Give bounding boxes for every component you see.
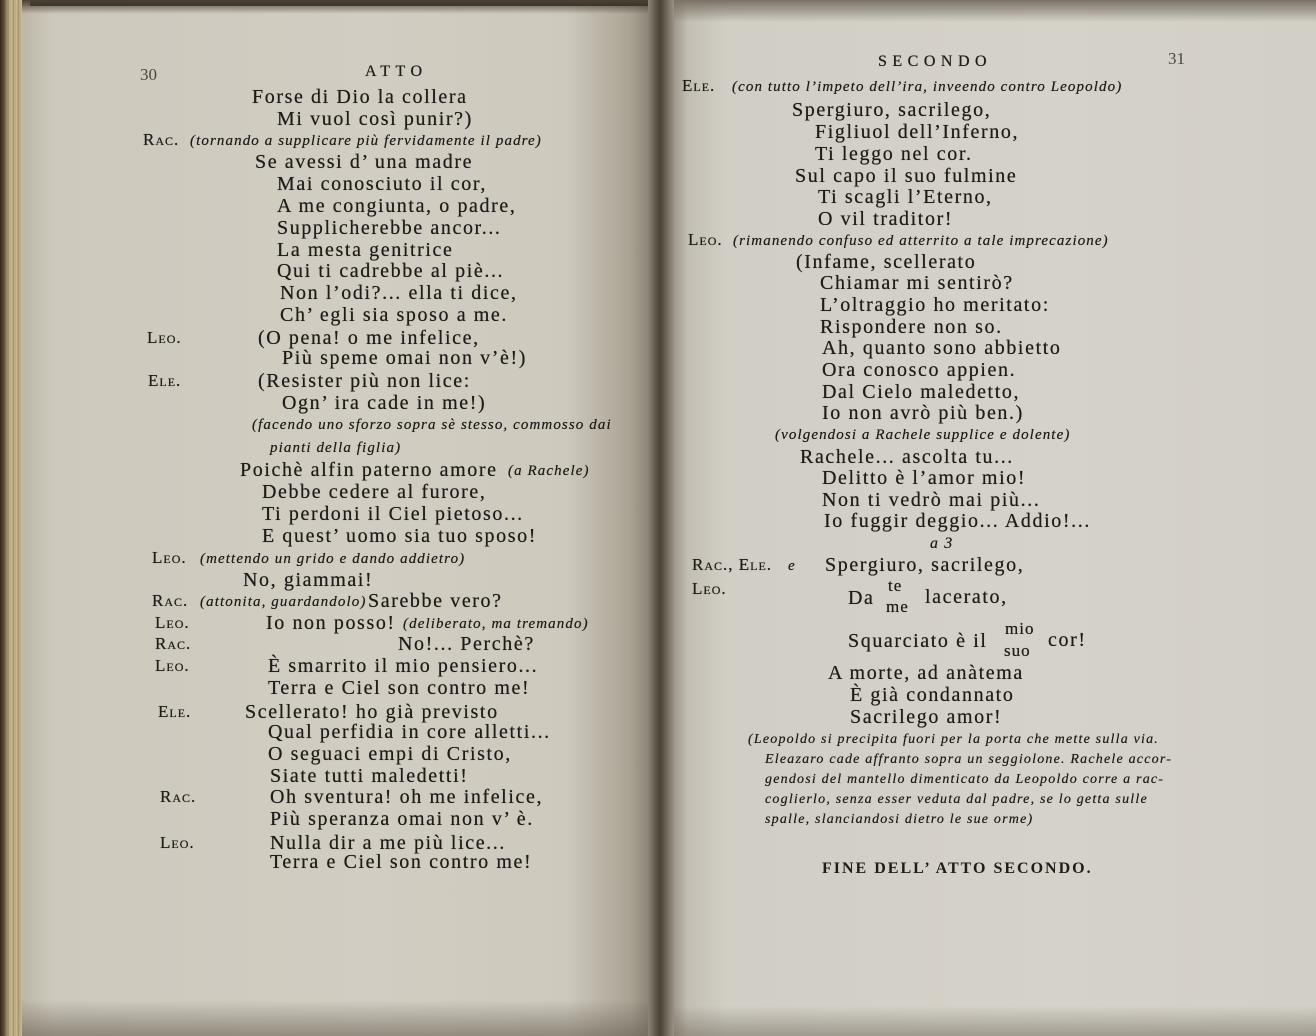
left-page-bottom-shadow — [22, 1000, 662, 1036]
stage-direction-line: gendosi del mantello dimenticato da Leopoldo corre a rac- — [765, 772, 1165, 787]
verse-text: Sul capo il suo fulmine — [795, 165, 1018, 187]
verse-line — [0, 553, 1316, 577]
verse-text: Nulla dir a me più lice... — [270, 832, 506, 854]
verse-line — [0, 683, 1316, 707]
verse-line — [0, 531, 1316, 555]
verse-text: È smarrito il mio pensiero... — [268, 655, 539, 677]
verse-text: Rispondere non so. — [820, 316, 1003, 338]
verse-text: Non l’odi?... ella ti dice, — [280, 282, 518, 304]
verse-text: Io fuggir deggio... Addio!... — [824, 510, 1091, 532]
verse-text: No, giammai! — [243, 569, 374, 591]
verse-text: lacerato, — [925, 586, 1008, 608]
speaker-label: Ele. — [682, 76, 716, 95]
speaker-label: Rac., Ele. — [692, 555, 773, 574]
verse-text: Io non posso! — [266, 612, 396, 634]
verse-text: O seguaci empi di Cristo, — [268, 743, 512, 765]
speaker-connector: e — [788, 558, 796, 574]
speaker-label: Leo. — [155, 656, 190, 675]
verse-text: Ah, quanto sono abbietto — [822, 337, 1062, 359]
speaker-label: Leo. — [155, 613, 190, 632]
verse-line — [0, 142, 1316, 166]
verse-text: Chiamar mi sentirò? — [820, 272, 1014, 294]
speaker-label: Leo. — [692, 579, 727, 598]
stage-direction: (facendo uno sforzo sopra sè stesso, commosso dai — [252, 417, 612, 433]
verse-text: Io non avrò più ben.) — [822, 402, 1024, 424]
stage-direction-line: coglierlo, senza esser veduta dal padre, se lo getta sulle — [765, 792, 1148, 807]
verse-text: Squarciato è il — [848, 630, 988, 652]
stage-direction: (attonita, guardandolo) — [200, 594, 367, 610]
stage-direction: (deliberato, ma tremando) — [403, 616, 589, 632]
verse-line — [0, 120, 1316, 144]
speaker-label: Rac. — [160, 787, 197, 806]
speaker-label: Rac. — [143, 130, 180, 149]
stage-direction: (tornando a supplicare più fervidamente il padre) — [190, 133, 542, 149]
right-page-top-shadow — [668, 0, 1316, 22]
right-page-bottom-shadow — [668, 1006, 1316, 1036]
stage-direction: (rimanendo confuso ed atterrito a tale imprecazione) — [733, 233, 1109, 249]
verse-text: La mesta genitrice — [277, 239, 454, 261]
speaker-label: Rac. — [155, 634, 192, 653]
verse-text: Sarebbe vero? — [368, 590, 503, 612]
verse-line — [0, 661, 1316, 685]
stacked-lower-word: suo — [1004, 641, 1031, 660]
verse-text: Mai conosciuto il cor, — [277, 173, 487, 195]
verse-line — [0, 271, 1316, 295]
verse-text: Terra e Ciel son contro me! — [270, 851, 533, 873]
verse-text: cor! — [1048, 629, 1087, 651]
verse-line — [0, 632, 1316, 656]
verse-line — [0, 358, 1316, 382]
verse-text: Ti perdoni il Ciel pietoso... — [262, 503, 524, 525]
left-page-top-shadow — [22, 0, 662, 14]
verse-text: Forse di Dio la collera — [252, 86, 468, 108]
speaker-label: Leo. — [688, 230, 723, 249]
stage-direction: (mettendo un grido e dando addietro) — [200, 551, 466, 567]
verse-text: Supplicherebbe ancor... — [277, 217, 502, 239]
verse-text: Oh sventura! oh me infelice, — [270, 786, 544, 808]
verse-text: (O pena! o me infelice, — [258, 327, 480, 349]
stage-direction-line: (Leopoldo si precipita fuori per la porta che mette sulla via. — [748, 732, 1160, 747]
verse-line — [0, 293, 1316, 317]
verse-line — [0, 74, 1316, 98]
verse-text: A me congiunta, o padre, — [277, 195, 517, 217]
speaker-label: Leo. — [147, 328, 182, 347]
page-number: 30 — [140, 65, 157, 84]
verse-line — [0, 577, 1316, 601]
verse-line — [0, 705, 1316, 729]
verse-text: Spergiuro, sacrilego, — [792, 99, 992, 121]
page-number: 31 — [1168, 49, 1185, 68]
stacked-upper-word: mio — [1005, 619, 1035, 638]
speaker-label: Ele. — [158, 702, 192, 721]
verse-text: Terra e Ciel son contro me! — [268, 677, 531, 699]
verse-text: (Infame, scellerato — [796, 251, 977, 273]
stage-direction: (con tutto l’impeto dell’ira, inveendo contro Leopoldo) — [732, 79, 1123, 95]
verse-text: Delitto è l’amor mio! — [822, 467, 1027, 489]
verse-text: Poichè alfin paterno amore — [240, 459, 498, 481]
verse-text: Debbe cedere al furore, — [262, 481, 487, 503]
verse-text: Spergiuro, sacrilego, — [825, 554, 1025, 576]
running-head: SECONDO — [878, 53, 993, 70]
verse-line — [0, 850, 1316, 874]
verse-text: Figliuol dell’Inferno, — [815, 121, 1020, 143]
verse-text: Se avessi d’ una madre — [255, 151, 474, 173]
verse-text: Mi vuol così punir?) — [277, 108, 473, 130]
speaker-label: Leo. — [160, 833, 195, 852]
speaker-label: Leo. — [152, 548, 187, 567]
verse-text: Ti scagli l’Eterno, — [818, 186, 993, 208]
stage-direction-line: spalle, slanciandosi dietro le sue orme) — [765, 812, 1034, 827]
verse-line — [0, 185, 1316, 209]
verse-text: L’oltraggio ho meritato: — [820, 294, 1050, 316]
verse-text: Sacrilego amor! — [850, 706, 1003, 728]
ensemble-marker: a 3 — [930, 535, 954, 552]
verse-text: Ch’ egli sia sposo a me. — [280, 304, 508, 326]
verse-line — [0, 422, 1316, 446]
verse-text: E quest’ uomo sia tuo sposo! — [262, 525, 537, 547]
verse-text: Qual perfidia in core alletti... — [268, 721, 551, 743]
verse-text: A morte, ad anàtema — [828, 662, 1024, 684]
stacked-lower-word: me — [886, 597, 909, 616]
verse-line — [0, 336, 1316, 360]
stage-direction: pianti della figlia) — [270, 440, 402, 456]
stage-direction: (volgendosi a Rachele supplice e dolente) — [775, 427, 1071, 443]
stage-direction: (a Rachele) — [508, 463, 590, 479]
verse-text: No!... Perchè? — [398, 633, 535, 655]
speaker-label: Ele. — [148, 371, 182, 390]
verse-line — [0, 98, 1316, 122]
verse-line — [0, 466, 1316, 490]
act-ending-title: FINE DELL’ ATTO SECONDO. — [822, 860, 1093, 877]
verse-text: Ora conosco appien. — [822, 359, 1017, 381]
verse-text: Più speranza omai non v’ è. — [270, 808, 534, 830]
verse-text: Ogn’ ira cade in me!) — [282, 392, 487, 414]
verse-text: Rachele... ascolta tu... — [800, 446, 1014, 468]
verse-text: Siate tutti maledetti! — [270, 765, 469, 787]
running-head: ATTO — [365, 63, 428, 80]
speaker-label: Rac. — [152, 591, 189, 610]
verse-text: Scellerato! ho già previsto — [245, 701, 499, 723]
verse-text: Ti leggo nel cor. — [815, 143, 973, 165]
verse-text: Dal Cielo maledetto, — [822, 381, 1021, 403]
verse-line — [0, 228, 1316, 252]
verse-text: Qui ti cadrebbe al piè... — [277, 260, 505, 282]
verse-text: Più speme omai non v’è!) — [282, 347, 528, 369]
verse-text: Da — [848, 587, 875, 609]
verse-line — [0, 509, 1316, 533]
verse-text: O vil traditor! — [818, 208, 954, 230]
verse-text: È già condannato — [850, 684, 1015, 706]
verse-text: Non ti vedrò mai più... — [822, 489, 1041, 511]
verse-text: (Resister più non lice: — [258, 370, 471, 392]
stacked-upper-word: te — [888, 576, 903, 595]
stage-direction-line: Eleazaro cade affranto sopra un seggiolone. Rachele accor- — [765, 752, 1173, 767]
